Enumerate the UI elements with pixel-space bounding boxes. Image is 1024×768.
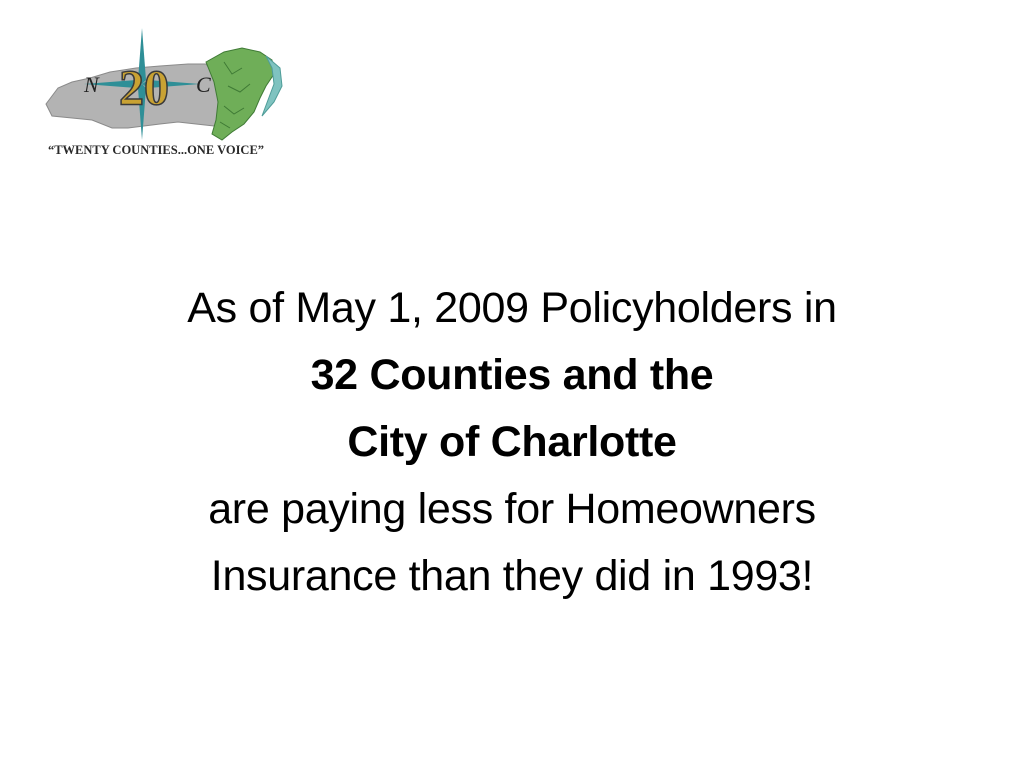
coastal-counties-shape bbox=[206, 48, 274, 140]
body-line-1: As of May 1, 2009 Policyholders in bbox=[187, 284, 837, 332]
body-line-2-bold: 32 Counties and the bbox=[310, 351, 714, 399]
body-line-4: are paying less for Homeowners bbox=[208, 485, 816, 533]
logo-letter-c: C bbox=[196, 72, 211, 97]
slide-body-text bbox=[100, 275, 924, 610]
body-line-3-bold: City of Charlotte bbox=[347, 418, 677, 466]
nc-state-map-logo-icon bbox=[28, 22, 290, 164]
logo-number: 20 bbox=[119, 59, 169, 115]
body-line-5: Insurance than they did in 1993! bbox=[210, 552, 814, 600]
logo-tagline: “TWENTY COUNTIES...ONE VOICE” bbox=[47, 143, 265, 157]
logo-letter-n: N bbox=[84, 72, 99, 97]
n20c-logo bbox=[28, 22, 290, 164]
